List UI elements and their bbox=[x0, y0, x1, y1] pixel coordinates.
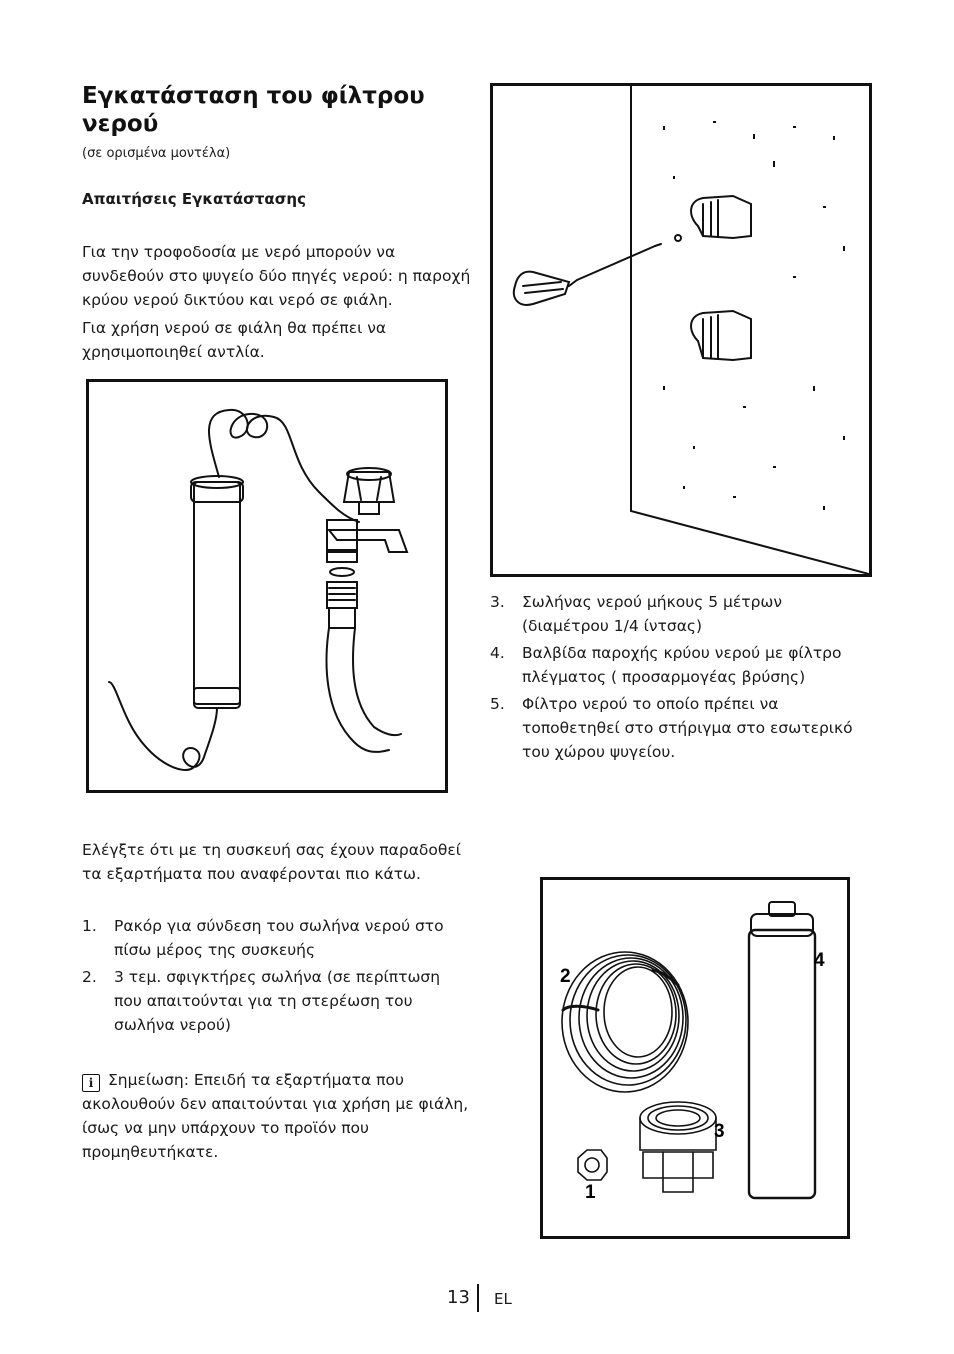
list-number: 1. bbox=[82, 917, 97, 935]
section-heading: Απαιτήσεις Εγκατάστασης bbox=[82, 190, 306, 208]
parts-drawing bbox=[543, 880, 847, 1236]
list-text: Φίλτρο νερού το οποίο πρέπει να τοποθετηθεί στο στήριγμα στο εσωτερικό του χώρου ψυγείου. bbox=[522, 695, 853, 761]
intro-paragraph-1: Για την τροφοδοσία με νερό μπορούν να συνδεθούν στο ψυγείο δύο πηγές νερού: η παροχή κρύου νερού δικτύου και νερό σε φιάλη. bbox=[82, 243, 471, 309]
filter-tap-drawing bbox=[89, 382, 445, 790]
list-number: 5. bbox=[490, 695, 505, 713]
list-item bbox=[490, 590, 870, 638]
language-code: EL bbox=[494, 1290, 512, 1308]
list-text: Ρακόρ για σύνδεση του σωλήνα νερού στο πίσω μέρος της συσκευής bbox=[114, 917, 444, 959]
intro-paragraph-2: Για χρήση νερού σε φιάλη θα πρέπει να χρησιμοποιηθεί αντλία. bbox=[82, 319, 387, 361]
list-item bbox=[82, 914, 472, 962]
parts-list-right bbox=[490, 590, 870, 767]
wall-mount-illustration bbox=[490, 83, 872, 577]
footer-divider bbox=[477, 1284, 479, 1312]
figure-label-3: 3 bbox=[714, 1121, 725, 1142]
list-item bbox=[82, 965, 472, 1037]
list-text: Βαλβίδα παροχής κρύου νερού με φίλτρο πλέγματος ( προσαρμογέας βρύσης) bbox=[522, 644, 842, 686]
page-title: Εγκατάσταση του φίλτρου νερού bbox=[82, 83, 425, 137]
page-number: 13 bbox=[447, 1287, 470, 1308]
list-text: Σωλήνας νερού μήκους 5 μέτρων (διαμέτρου 1/4 ίντσας) bbox=[522, 593, 783, 635]
parts-list-left bbox=[82, 914, 472, 1040]
list-text: 3 τεμ. σφιγκτήρες σωλήνα (σε περίπτωση που απαιτούνται για τη στερέωση του σωλήνα νερού) bbox=[114, 968, 441, 1034]
parts-illustration bbox=[540, 877, 850, 1239]
subtitle: (σε ορισμένα μοντέλα) bbox=[82, 146, 231, 161]
figure-label-2: 2 bbox=[560, 966, 571, 987]
list-number: 2. bbox=[82, 968, 97, 986]
figure-label-1: 1 bbox=[585, 1182, 596, 1203]
wall-mount-drawing bbox=[493, 86, 869, 574]
list-item bbox=[490, 692, 870, 764]
list-number: 4. bbox=[490, 644, 505, 662]
list-number: 3. bbox=[490, 593, 505, 611]
list-item bbox=[490, 641, 870, 689]
filter-tap-illustration bbox=[86, 379, 448, 793]
note-text: Σημείωση: Επειδή τα εξαρτήματα που ακολουθούν δεν απαιτούνται για χρήση με φιάλη, ίσως να μην υπάρχουν το προϊόν που προμηθευτήκατε. bbox=[82, 1071, 469, 1161]
figure-label-4: 4 bbox=[814, 950, 825, 971]
check-paragraph: Ελέγξτε ότι με τη συσκευή σας έχουν παραδοθεί τα εξαρτήματα που αναφέρονται πιο κάτω. bbox=[82, 841, 461, 883]
note bbox=[82, 1068, 472, 1164]
info-icon: i bbox=[82, 1074, 100, 1092]
